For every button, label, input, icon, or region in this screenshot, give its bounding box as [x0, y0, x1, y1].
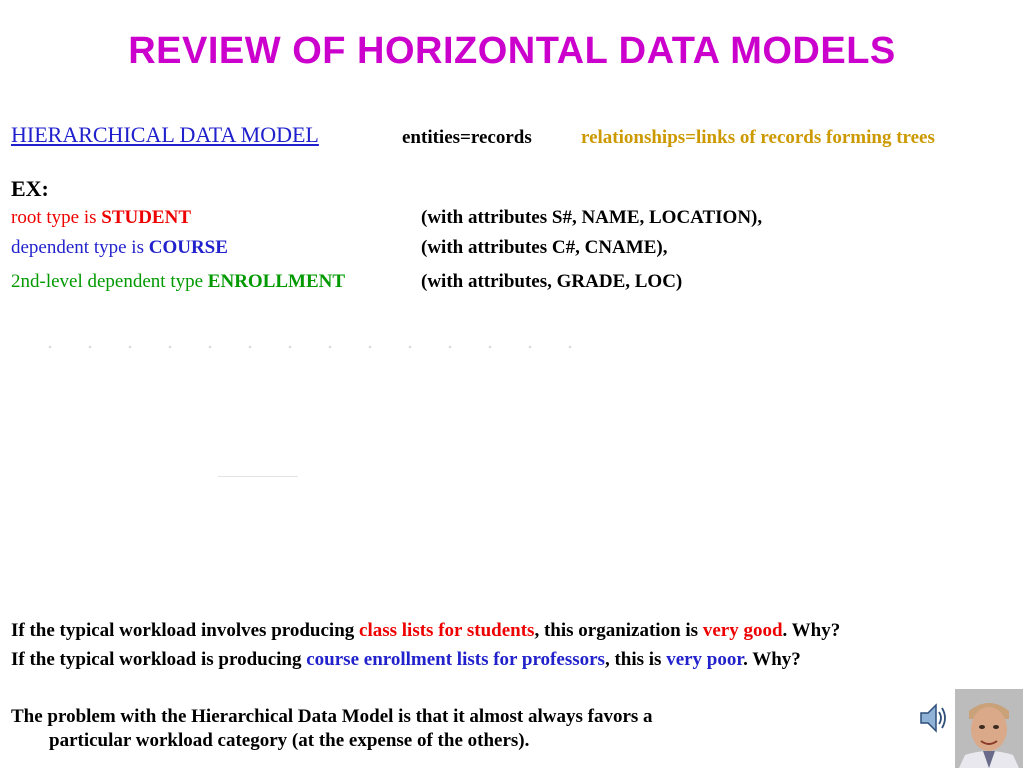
second-level-type-line	[11, 271, 345, 293]
slide-title: REVIEW OF HORIZONTAL DATA MODELS	[128, 30, 896, 72]
problem-line-2: particular workload category (at the expense of the others).	[49, 730, 530, 751]
dependent-type-line	[11, 237, 228, 259]
faint-divider	[218, 476, 298, 477]
workload-line-poor-text-e: . Why?	[743, 649, 801, 670]
faint-dotted-line	[30, 344, 590, 350]
workload-line-good	[11, 620, 840, 642]
workload-line-good-text-a: If the typical workload involves producing	[11, 620, 360, 641]
speaker-icon[interactable]	[918, 700, 948, 736]
presenter-photo	[955, 689, 1023, 768]
workload-line-poor-highlight: course enrollment lists for professors	[306, 649, 605, 670]
entities-text: entities=records	[402, 127, 532, 148]
workload-line-poor	[11, 649, 801, 671]
relationships-text: relationships=links of records forming trees	[581, 127, 935, 148]
second-level-type-attributes: (with attributes, GRADE, LOC)	[421, 271, 683, 292]
root-type-line	[11, 207, 191, 229]
dependent-type-prefix: dependent type is	[11, 237, 149, 258]
second-level-type-name: ENROLLMENT	[207, 271, 346, 292]
workload-line-good-text-e: . Why?	[782, 620, 841, 641]
dependent-type-name: COURSE	[148, 237, 228, 258]
problem-statement	[11, 705, 653, 753]
workload-line-poor-verdict: very poor	[666, 649, 744, 670]
workload-line-good-text-c: , this organization is	[534, 620, 703, 641]
root-type-name: STUDENT	[101, 207, 191, 228]
hierarchical-data-model-link[interactable]: HIERARCHICAL DATA MODEL	[11, 122, 319, 147]
example-label: EX:	[11, 176, 49, 201]
second-level-type-prefix: 2nd-level dependent type	[11, 271, 208, 292]
dependent-type-attributes: (with attributes C#, CNAME),	[421, 237, 668, 258]
workload-line-poor-text-a: If the typical workload is producing	[11, 649, 307, 670]
problem-line-1: The problem with the Hierarchical Data Model is that it almost always favors a	[11, 706, 653, 727]
root-type-attributes: (with attributes S#, NAME, LOCATION),	[421, 207, 763, 228]
root-type-prefix: root type is	[11, 207, 102, 228]
workload-line-poor-text-c: , this is	[604, 649, 667, 670]
workload-line-good-highlight: class lists for students	[359, 620, 535, 641]
workload-line-good-verdict: very good	[702, 620, 783, 641]
